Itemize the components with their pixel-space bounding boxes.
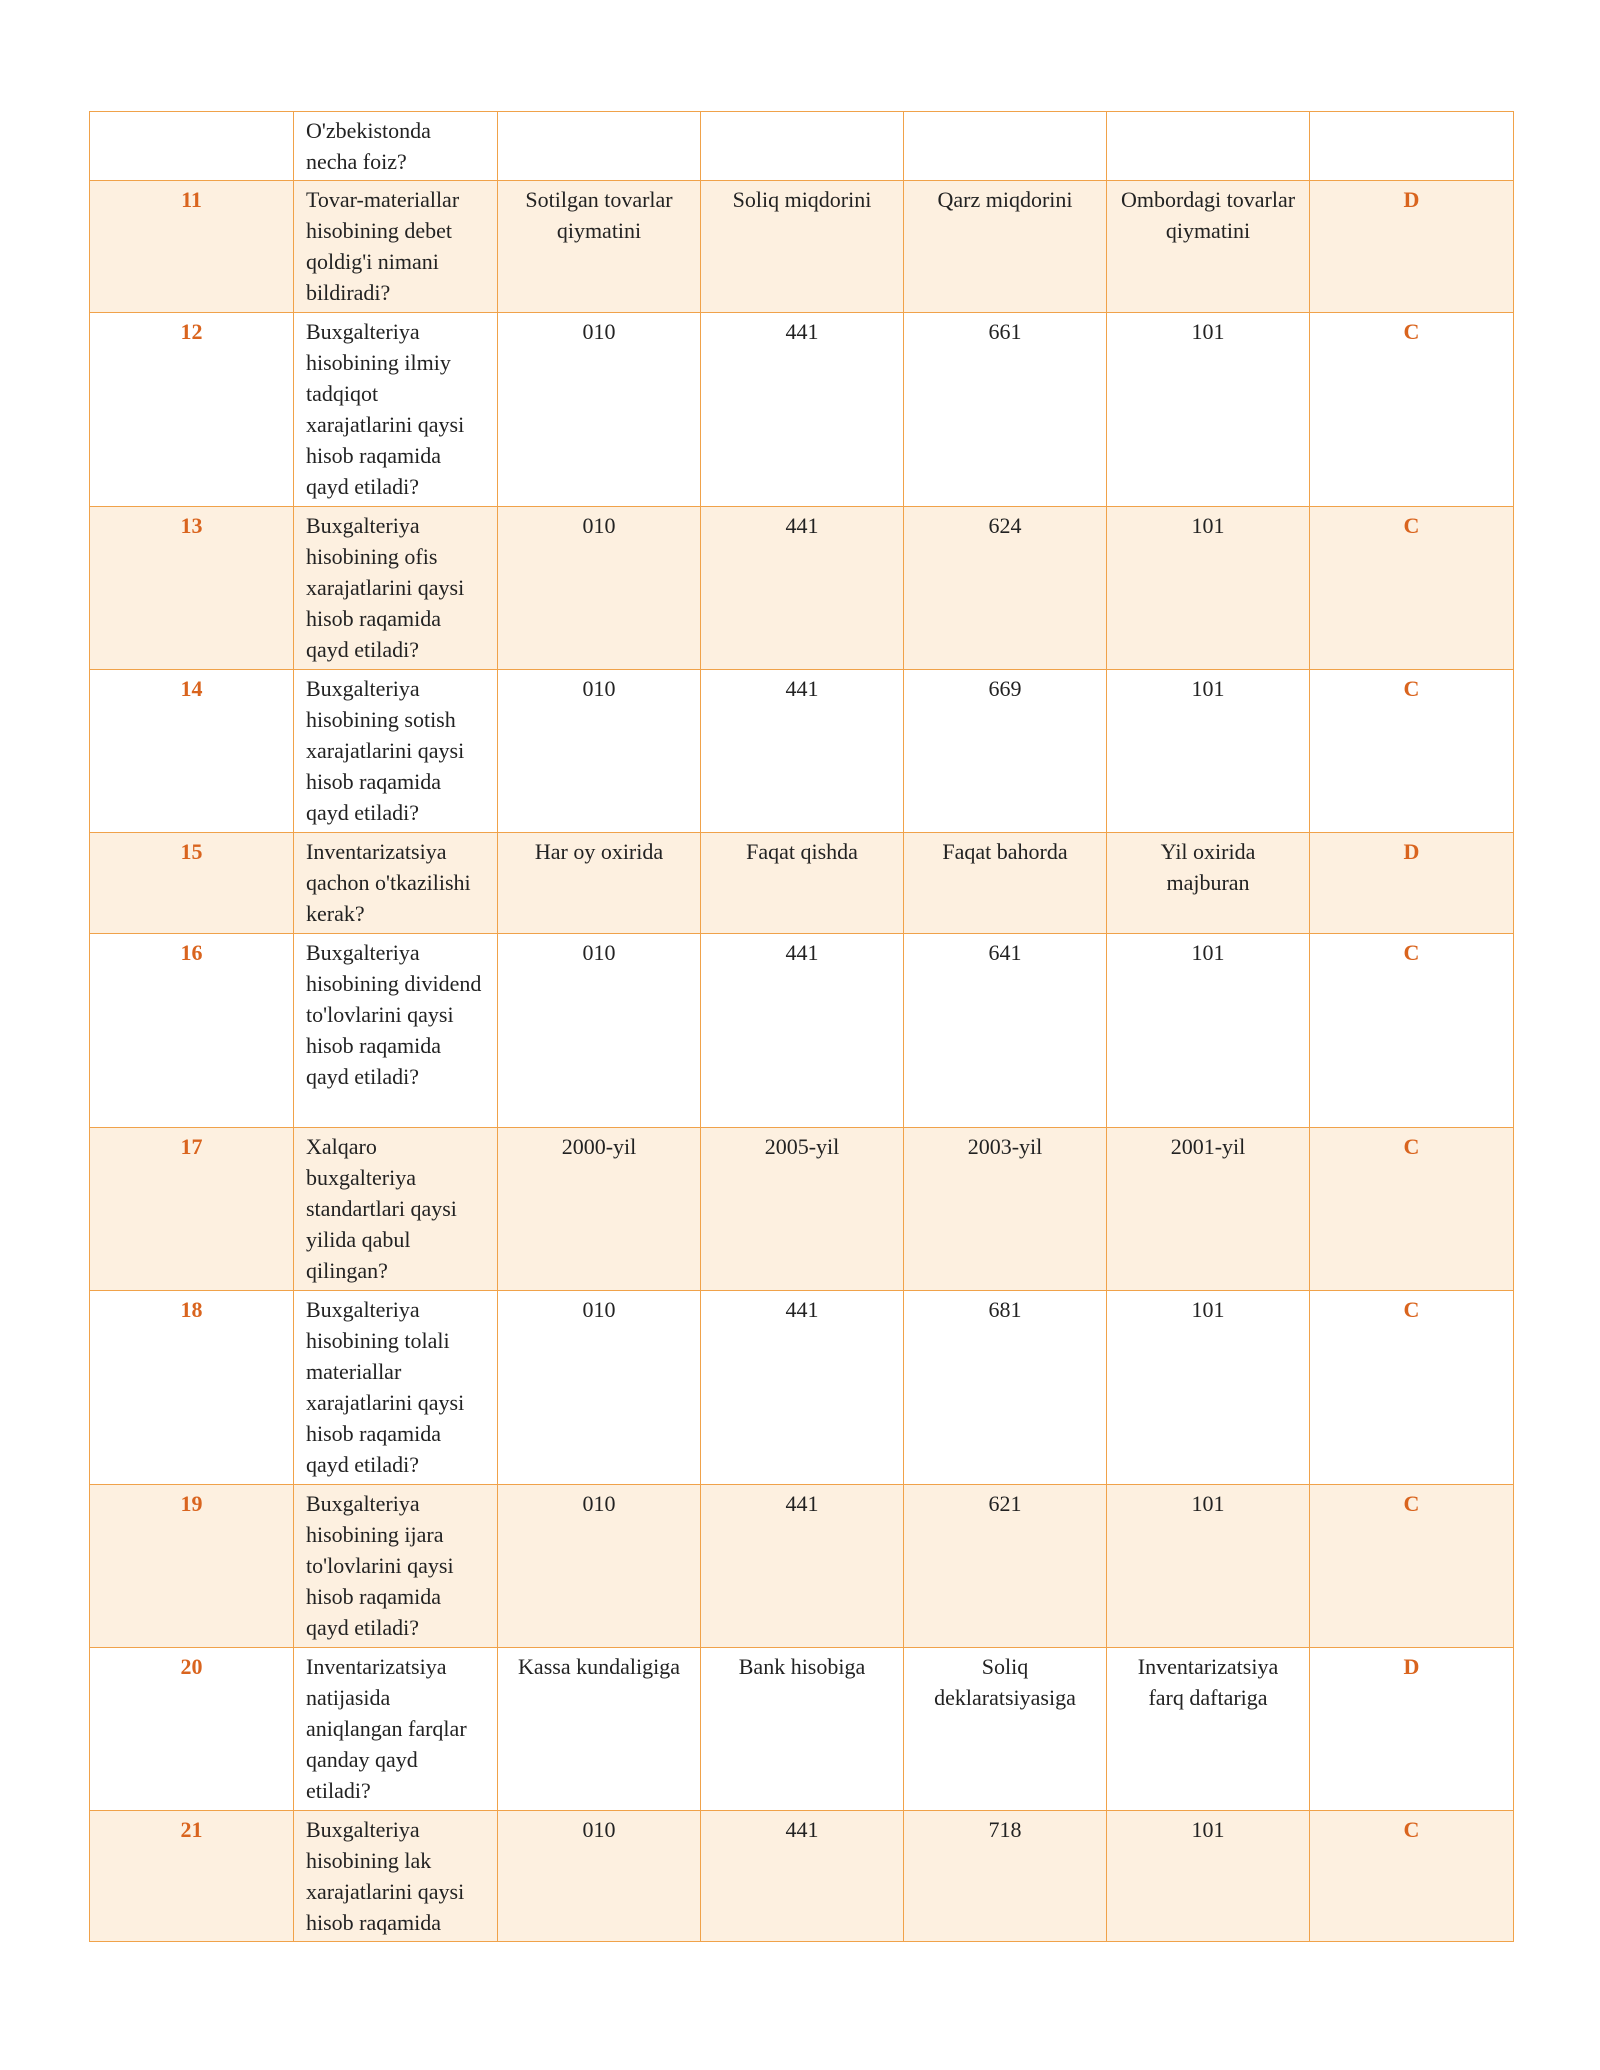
question-text: Buxgalteriya hisobining lak xarajatlarini qaysi hisob raqamida bbox=[294, 1811, 498, 1942]
option-b: 441 bbox=[701, 313, 904, 507]
option-a: Sotilgan tovarlar qiymatini bbox=[498, 181, 701, 313]
option-b: 441 bbox=[701, 934, 904, 1128]
option-c: 669 bbox=[904, 670, 1107, 833]
question-number: 12 bbox=[90, 313, 294, 507]
question-number: 13 bbox=[90, 507, 294, 670]
correct-answer: C bbox=[1310, 670, 1514, 833]
question-text: Buxgalteriya hisobining ilmiy tadqiqot xarajatlarini qaysi hisob raqamida qayd etiladi? bbox=[294, 313, 498, 507]
question-number: 11 bbox=[90, 181, 294, 313]
table-row bbox=[90, 934, 1514, 1128]
question-number: 15 bbox=[90, 833, 294, 934]
question-number: 17 bbox=[90, 1128, 294, 1291]
option-b: 441 bbox=[701, 1811, 904, 1942]
option-d: 101 bbox=[1107, 507, 1310, 670]
option-b: Soliq miqdorini bbox=[701, 181, 904, 313]
option-c: 621 bbox=[904, 1485, 1107, 1648]
option-a: 010 bbox=[498, 670, 701, 833]
option-b: 441 bbox=[701, 507, 904, 670]
question-number: 14 bbox=[90, 670, 294, 833]
option-a bbox=[498, 112, 701, 181]
option-a: Har oy oxirida bbox=[498, 833, 701, 934]
option-c: 624 bbox=[904, 507, 1107, 670]
option-a: 010 bbox=[498, 1485, 701, 1648]
option-b: 441 bbox=[701, 1485, 904, 1648]
option-d: Inventarizatsiya farq daftariga bbox=[1107, 1648, 1310, 1811]
question-text: Buxgalteriya hisobining sotish xarajatlarini qaysi hisob raqamida qayd etiladi? bbox=[294, 670, 498, 833]
option-a: 010 bbox=[498, 1811, 701, 1942]
correct-answer: D bbox=[1310, 1648, 1514, 1811]
option-a: 010 bbox=[498, 1291, 701, 1485]
option-a: 010 bbox=[498, 934, 701, 1128]
option-c bbox=[904, 112, 1107, 181]
question-text: Inventarizatsiya qachon o'tkazilishi kerak? bbox=[294, 833, 498, 934]
option-a: Kassa kundaligiga bbox=[498, 1648, 701, 1811]
option-d: 101 bbox=[1107, 1291, 1310, 1485]
option-b: Bank hisobiga bbox=[701, 1648, 904, 1811]
correct-answer: C bbox=[1310, 313, 1514, 507]
option-d: 101 bbox=[1107, 1811, 1310, 1942]
table-row bbox=[90, 670, 1514, 833]
table-row bbox=[90, 1811, 1514, 1942]
correct-answer: C bbox=[1310, 934, 1514, 1128]
table-row bbox=[90, 112, 1514, 181]
question-text: Inventarizatsiya natijasida aniqlangan farqlar qanday qayd etiladi? bbox=[294, 1648, 498, 1811]
option-a: 010 bbox=[498, 507, 701, 670]
question-number: 19 bbox=[90, 1485, 294, 1648]
table-row bbox=[90, 1128, 1514, 1291]
quiz-table-body bbox=[90, 112, 1514, 1942]
table-row bbox=[90, 181, 1514, 313]
correct-answer: D bbox=[1310, 181, 1514, 313]
table-row bbox=[90, 313, 1514, 507]
table-row bbox=[90, 833, 1514, 934]
quiz-table bbox=[89, 111, 1514, 1942]
option-b: Faqat qishda bbox=[701, 833, 904, 934]
question-number bbox=[90, 112, 294, 181]
question-text: O'zbekistonda necha foiz? bbox=[294, 112, 498, 181]
option-c: Faqat bahorda bbox=[904, 833, 1107, 934]
option-d: 2001-yil bbox=[1107, 1128, 1310, 1291]
option-d: 101 bbox=[1107, 934, 1310, 1128]
option-a: 2000-yil bbox=[498, 1128, 701, 1291]
correct-answer: C bbox=[1310, 1811, 1514, 1942]
option-c: 641 bbox=[904, 934, 1107, 1128]
option-b: 441 bbox=[701, 670, 904, 833]
option-c: 2003-yil bbox=[904, 1128, 1107, 1291]
question-text: Buxgalteriya hisobining dividend to'lovlarini qaysi hisob raqamida qayd etiladi? bbox=[294, 934, 498, 1128]
option-d: Ombordagi tovarlar qiymatini bbox=[1107, 181, 1310, 313]
question-text: Tovar-materiallar hisobining debet qoldig'i nimani bildiradi? bbox=[294, 181, 498, 313]
question-text: Xalqaro buxgalteriya standartlari qaysi yilida qabul qilingan? bbox=[294, 1128, 498, 1291]
correct-answer bbox=[1310, 112, 1514, 181]
option-d bbox=[1107, 112, 1310, 181]
option-c: 661 bbox=[904, 313, 1107, 507]
question-number: 20 bbox=[90, 1648, 294, 1811]
option-b: 2005-yil bbox=[701, 1128, 904, 1291]
option-a: 010 bbox=[498, 313, 701, 507]
correct-answer: C bbox=[1310, 1485, 1514, 1648]
option-d: 101 bbox=[1107, 1485, 1310, 1648]
correct-answer: C bbox=[1310, 1128, 1514, 1291]
option-c: 718 bbox=[904, 1811, 1107, 1942]
option-b: 441 bbox=[701, 1291, 904, 1485]
correct-answer: C bbox=[1310, 1291, 1514, 1485]
question-text: Buxgalteriya hisobining ijara to'lovlarini qaysi hisob raqamida qayd etiladi? bbox=[294, 1485, 498, 1648]
table-row bbox=[90, 1648, 1514, 1811]
table-row bbox=[90, 1485, 1514, 1648]
question-number: 16 bbox=[90, 934, 294, 1128]
option-b bbox=[701, 112, 904, 181]
table-row bbox=[90, 1291, 1514, 1485]
option-c: Soliq deklaratsiyasiga bbox=[904, 1648, 1107, 1811]
table-row bbox=[90, 507, 1514, 670]
question-text: Buxgalteriya hisobining tolali materiallar xarajatlarini qaysi hisob raqamida qayd etiladi? bbox=[294, 1291, 498, 1485]
option-c: Qarz miqdorini bbox=[904, 181, 1107, 313]
question-number: 21 bbox=[90, 1811, 294, 1942]
option-d: Yil oxirida majburan bbox=[1107, 833, 1310, 934]
option-d: 101 bbox=[1107, 313, 1310, 507]
correct-answer: D bbox=[1310, 833, 1514, 934]
question-text: Buxgalteriya hisobining ofis xarajatlarini qaysi hisob raqamida qayd etiladi? bbox=[294, 507, 498, 670]
option-d: 101 bbox=[1107, 670, 1310, 833]
option-c: 681 bbox=[904, 1291, 1107, 1485]
question-number: 18 bbox=[90, 1291, 294, 1485]
correct-answer: C bbox=[1310, 507, 1514, 670]
